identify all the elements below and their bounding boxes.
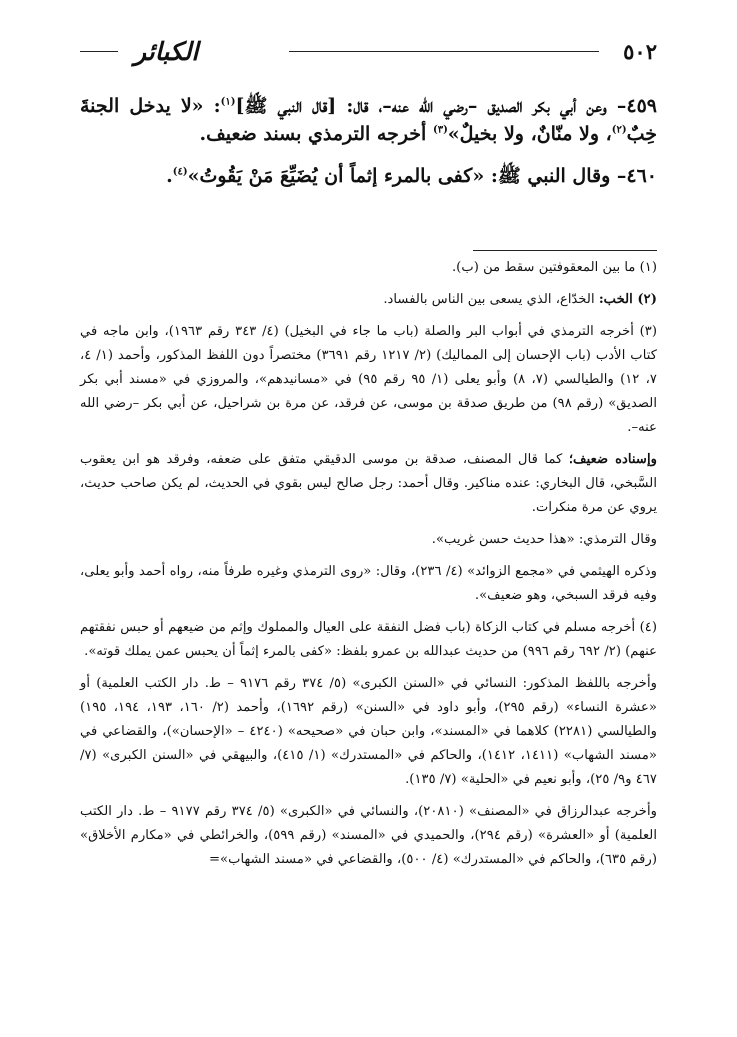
page-number: ٥٠٢ [623, 39, 657, 64]
hadith-460-end: . [166, 165, 173, 187]
footnote-3-para-4: وذكره الهيثمي في «مجمع الزوائد» (٤/ ٢٣٦)، وقال: «روى الترمذي وغيره طرفاً منه، رواه أحمد وأبو يعلى، وفيه فرقد السبخي، وهو ضعيف». [80, 564, 657, 603]
page-header [80, 36, 657, 72]
footnote-3-para-1: (٣) أخرجه الترمذي في أبواب البر والصلة (باب ما جاء في البخيل) (٤/ ٣٤٣ رقم ١٩٦٣)، وابن ماجه في كتاب الأدب (باب الإحسان إلى المماليك) (٢/ ١٢١٧ رقم ٣٦٩١) مختصراً دون اللفظ المذكور، وأحمد (١/ ٤، ٧، ١٢) والطيالسي (٧، ٨) وأبو يعلى (١/ ٩٥ رقم ٩٥) في «مسانيدهم»، والمروزي في «مسند أبي بكر الصديق» (رقم ٩٨) من طريق صدقة بن موسى، عن فرقد، عن مرة بن شراحيل، عن أبي بكر –رضي الله عنه–. [80, 324, 657, 435]
hadith-460-text: ٤٦٠– وقال النبي ﷺ: «كفى بالمرء إثماً أن يُضَيِّعَ مَنْ يَقُوتُ» [187, 165, 657, 187]
footnote-2 [80, 288, 657, 312]
hadith-459-part1: ٤٥٩– وعن أبي بكر الصديق –رضي الله عنه–، قال: [قال النبي ﷺ] [235, 95, 657, 117]
hadith-459-part4: أخرجه الترمذي بسند ضعيف. [199, 123, 433, 145]
hadith-460 [80, 162, 657, 190]
footnote-ref-3: (٣) [432, 124, 448, 136]
running-title: الكبائر [134, 37, 199, 66]
footnote-3-para-2-head: وإسناده ضعيف؛ [568, 452, 657, 467]
footnote-separator [473, 250, 657, 251]
footnote-1: (١) ما بين المعقوفتين سقط من (ب). [451, 260, 657, 275]
hadith-459-part3: ، ولا منّانٌ، ولا بخيلٌ» [447, 123, 612, 145]
hadith-459 [80, 92, 657, 148]
footnote-2-text: الخدّاع، الذي يسعى بين الناس بالفساد. [383, 292, 599, 307]
main-text [80, 92, 657, 204]
footnote-3-para-3: وقال الترمذي: «هذا حديث حسن غريب». [431, 532, 657, 547]
footnote-4-para-3: وأخرجه عبدالرزاق في «المصنف» (٢٠٨١٠)، والنسائي في «الكبرى» (٥/ ٣٧٤ رقم ٩١٧٧ – ط. دار الكتب العلمية) أو «العشرة» (رقم ٢٩٤)، والحميدي في «المسند» (رقم ٥٩٩)، والخرائطي في «مكارم الأخلاق» (رقم ٦٣٥)، والحاكم في «المستدرك» (٤/ ٥٠٠)، والقضاعي في «مسند الشهاب»= [80, 804, 657, 867]
footnote-3-para-2-text: كما قال المصنف، صدقة بن موسى الدقيقي متفق على ضعفه، وفرقد هو ابن يعقوب السَّبخي، قال البخاري: عنده مناكير. وقال أحمد: رجل صالح ليس بقوي في الحديث، لم يكن صاحب حديث، يروي عن مرة منكرات. [80, 452, 657, 515]
header-rule-left [80, 51, 118, 52]
hadith-459-part2: : «لا يدخل الجنةَ خِبٌ [80, 95, 657, 145]
footnote-ref-4: (٤) [172, 166, 188, 178]
footnote-ref-2: (٢) [611, 124, 627, 136]
footnote-3-para-2 [80, 448, 657, 520]
footnote-ref-1: (١) [220, 96, 236, 108]
header-rule-right [289, 51, 599, 52]
footnote-4-para-1: (٤) أخرجه مسلم في كتاب الزكاة (باب فضل النفقة على العيال والمملوك وإثم من ضيعهم أو حبس نفقتهم عنهم) (٢/ ٦٩٢ رقم ٩٩٦) من حديث عبدالله بن عمرو بلفظ: «كفى بالمرء إثماً أن يحبس عمن يملك قوته». [80, 620, 657, 659]
footnote-4-para-2: وأخرجه باللفظ المذكور: النسائي في «السنن الكبرى» (٥/ ٣٧٤ رقم ٩١٧٦ – ط. دار الكتب العلمية) أو «عشرة النساء» (رقم ٢٩٥)، وأبو داود في «السنن» (رقم ١٦٩٢)، وأحمد (٢/ ١٦٠، ١٩٣، ١٩٤، ١٩٥) والطيالسي (٢٢٨١) كلاهما في «المسند»، وابن حبان في «صحيحه» (٤٢٤٠ – «الإحسان»)، والقضاعي في «مسند الشهاب» (١٤١١، ١٤١٢)، والحاكم في «المستدرك» (١/ ٤١٥)، والبيهقي في «السنن الكبرى» (٧/ ٤٦٧ و٩/ ٢٥)، وأبو نعيم في «الحلية» (٧/ ١٣٥). [80, 676, 657, 787]
footnote-2-head: (٢) الخب: [598, 292, 657, 307]
footnotes [80, 256, 657, 880]
